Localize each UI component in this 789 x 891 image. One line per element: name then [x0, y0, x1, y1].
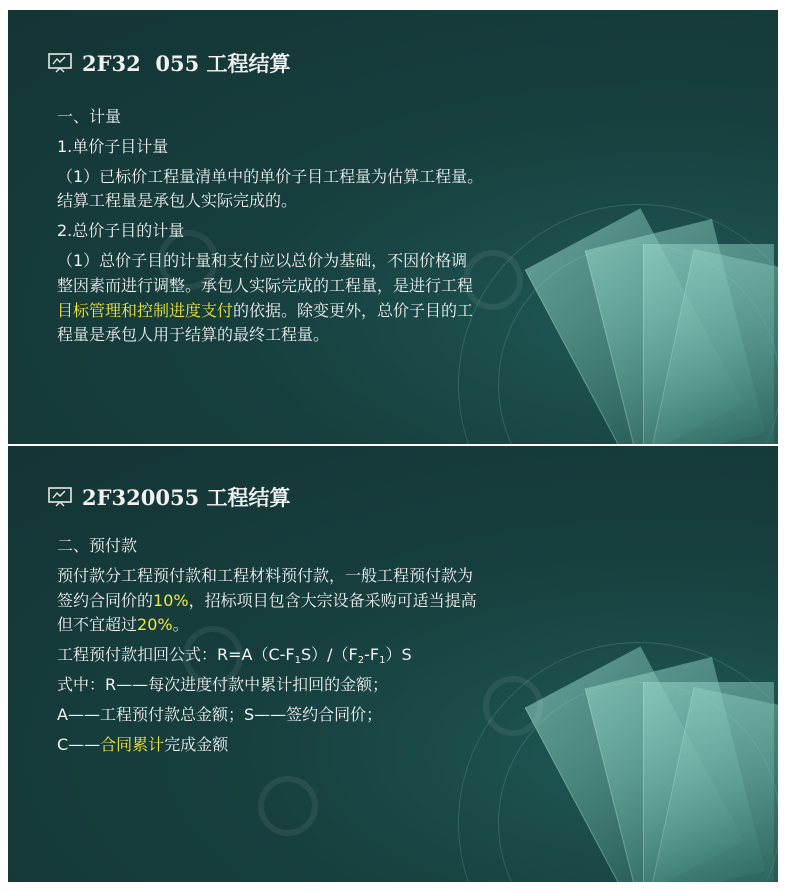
subscript: 1	[294, 655, 301, 667]
slide-title	[48, 482, 291, 512]
slide-content	[57, 105, 577, 348]
presentation-board-icon	[48, 53, 72, 73]
paragraph-line: 整因素而进行调整。承包人实际完成的工程量，是进行工程	[57, 275, 474, 295]
highlight-text: 目标管理和控制进度支付	[57, 300, 234, 320]
subheading: 1.单价子目计量	[57, 136, 169, 156]
text-fragment: 签约合同价的	[57, 590, 154, 610]
text-fragment: 工程预付款扣回公式：R=A（C-F	[57, 645, 295, 665]
section-heading: 二、预付款	[57, 536, 138, 555]
highlight-text: 20%	[137, 615, 173, 635]
watermark-logo	[258, 776, 318, 836]
paragraph-line	[57, 613, 577, 638]
text-fragment: 。	[172, 615, 189, 635]
paragraph-line: （1）已标价工程量清单中的单价子目工程量为估算工程量。	[57, 166, 484, 186]
paragraph-line	[57, 589, 577, 614]
paragraph-line: 结算工程量是承包人实际完成的。	[57, 191, 298, 211]
text-fragment: ）S	[385, 645, 412, 665]
slide-title	[48, 48, 291, 78]
text-fragment: C——	[57, 734, 101, 754]
subscript: 1	[379, 655, 386, 667]
slide-1	[8, 10, 778, 444]
paragraph-line: （1）总价子目的计量和支付应以总价为基础，不因价格调	[57, 250, 468, 270]
title-text: 2F320055 工程结算	[82, 485, 291, 510]
highlight-text: 10%	[153, 590, 189, 610]
highlight-text: 合同累计	[100, 734, 165, 754]
paragraph-line	[57, 299, 577, 324]
text-fragment: 但不宜超过	[57, 615, 138, 635]
paragraph-line: 程量是承包人用于结算的最终工程量。	[57, 325, 330, 345]
title-text: 2F32 055 工程结算	[82, 51, 291, 76]
text-fragment: 的依据。除变更外，总价子目的工	[233, 300, 474, 320]
formula-line	[57, 643, 577, 668]
slide-content	[57, 534, 577, 757]
subheading: 2.总价子目的计量	[57, 221, 185, 241]
subscript: 2	[357, 655, 365, 667]
definition-line: A——工程预付款总金额；S——签约合同价；	[57, 704, 383, 724]
definition-line: 式中：R——每次进度付款中累计扣回的金额；	[57, 674, 389, 694]
text-fragment: S）/（F	[301, 645, 358, 665]
presentation-board-icon	[48, 487, 72, 507]
section-heading: 一、计量	[57, 107, 122, 126]
text-fragment: ，招标项目包含大宗设备采购可适当提高	[188, 590, 477, 610]
text-fragment: 完成金额	[164, 734, 229, 754]
paragraph-line: 预付款分工程预付款和工程材料预付款，一般工程预付款为	[57, 565, 474, 585]
text-fragment: -F	[364, 645, 380, 665]
definition-line	[57, 733, 577, 758]
slide-2	[8, 446, 778, 882]
